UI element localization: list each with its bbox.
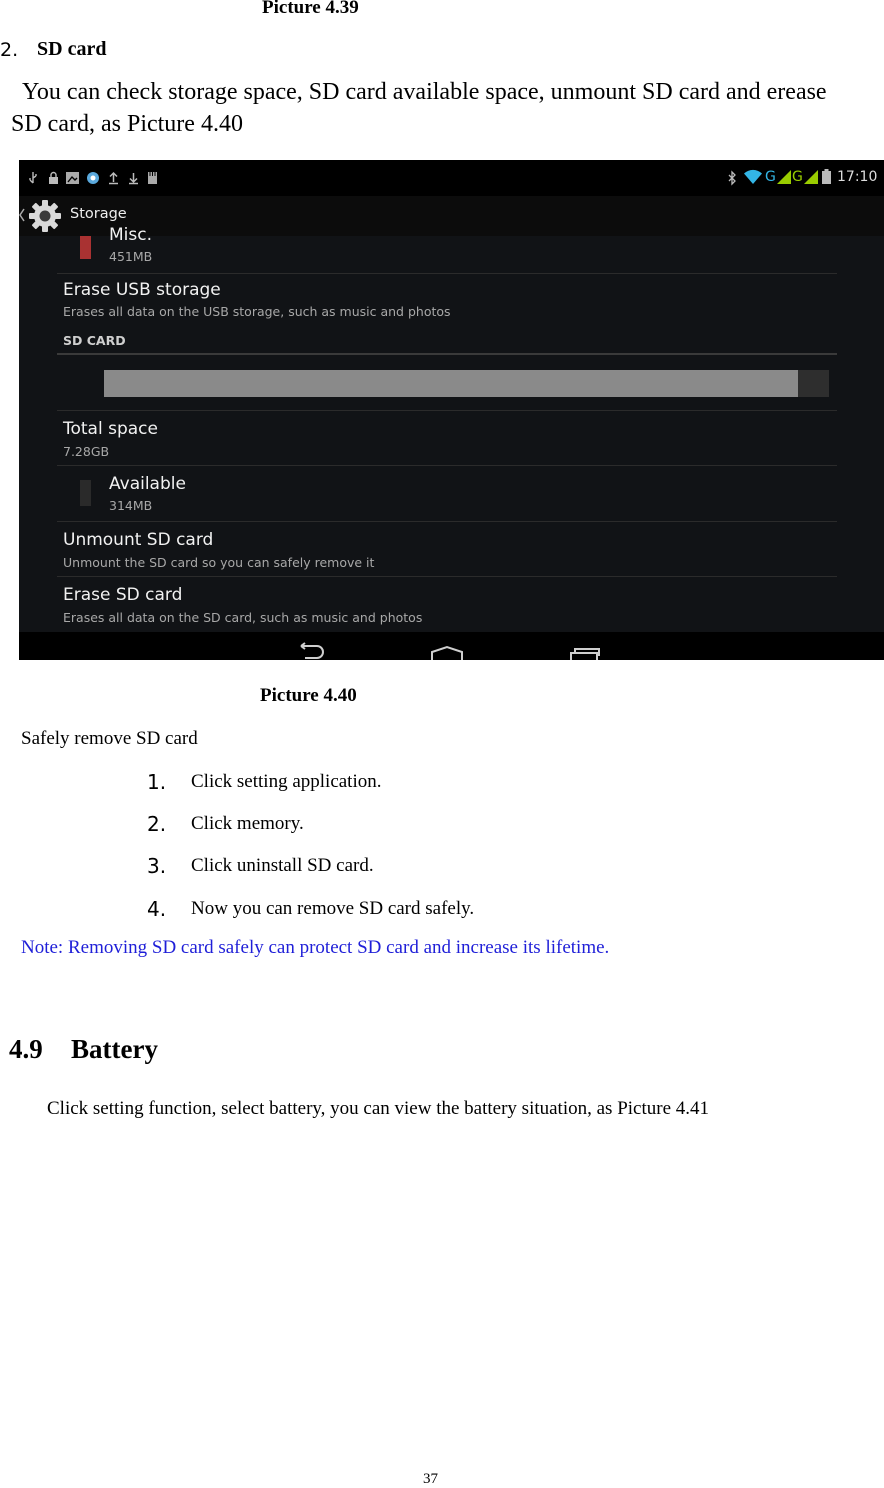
bluetooth-icon bbox=[728, 171, 737, 185]
step-1-number: 1. bbox=[147, 770, 167, 794]
nav-home-icon[interactable] bbox=[431, 646, 463, 660]
signal-icon-2 bbox=[804, 170, 818, 184]
available-color-swatch bbox=[80, 480, 91, 506]
available-title: Available bbox=[109, 474, 186, 494]
nav-back-icon[interactable] bbox=[295, 644, 327, 658]
step-4-number: 4. bbox=[147, 897, 167, 921]
sd-usage-bar bbox=[104, 370, 829, 397]
erase-sd-card-item[interactable] bbox=[57, 577, 837, 631]
unmount-sd-card-item[interactable] bbox=[57, 522, 837, 576]
erase-sd-subtitle: Erases all data on the SD card, such as music and photos bbox=[63, 610, 423, 625]
safely-remove-heading: Safely remove SD card bbox=[21, 728, 198, 749]
download-icon bbox=[128, 172, 139, 184]
sd-card-header-label: SD CARD bbox=[63, 333, 126, 348]
sd-card-icon bbox=[148, 172, 157, 184]
settings-gear-icon[interactable] bbox=[28, 199, 62, 233]
misc-value: 451MB bbox=[109, 249, 153, 264]
total-space-item bbox=[57, 411, 837, 465]
battery-section-title: Battery bbox=[71, 1034, 158, 1064]
unmount-sd-title: Unmount SD card bbox=[63, 530, 214, 550]
erase-usb-title: Erase USB storage bbox=[63, 280, 221, 300]
lock-icon bbox=[48, 172, 59, 184]
app-title: Storage bbox=[70, 206, 127, 222]
caption-picture-4-40: Picture 4.40 bbox=[260, 685, 357, 706]
intro-line-2: SD card, as Picture 4.40 bbox=[11, 111, 243, 137]
storage-screenshot bbox=[19, 160, 884, 660]
upload-icon bbox=[108, 172, 119, 184]
browser-icon bbox=[87, 172, 99, 184]
unmount-sd-subtitle: Unmount the SD card so you can safely remove it bbox=[63, 555, 375, 570]
battery-icon bbox=[822, 169, 831, 184]
status-time: 17:10 bbox=[837, 169, 878, 185]
misc-color-swatch bbox=[80, 236, 91, 259]
total-space-value: 7.28GB bbox=[63, 444, 110, 459]
divider bbox=[57, 465, 837, 466]
step-2-number: 2. bbox=[147, 812, 167, 836]
erase-sd-title: Erase SD card bbox=[63, 585, 183, 605]
sd-card-header-line bbox=[57, 353, 837, 355]
step-3-number: 3. bbox=[147, 854, 167, 878]
available-value: 314MB bbox=[109, 498, 153, 513]
nav-recents-icon[interactable] bbox=[569, 647, 601, 660]
erase-usb-storage-item[interactable] bbox=[57, 274, 837, 326]
network-type-label-2: G bbox=[792, 169, 803, 185]
usb-icon bbox=[27, 172, 39, 185]
misc-title: Misc. bbox=[109, 225, 152, 245]
signal-icon-1 bbox=[777, 170, 791, 184]
navigation-bar bbox=[19, 632, 884, 660]
battery-section-number: 4.9 bbox=[9, 1034, 43, 1064]
status-bar bbox=[19, 160, 884, 196]
section-number: 2. bbox=[0, 39, 19, 61]
erase-usb-subtitle: Erases all data on the USB storage, such as music and photos bbox=[63, 304, 451, 319]
storage-list bbox=[19, 225, 884, 632]
caption-picture-4-39: Picture 4.39 bbox=[262, 0, 359, 18]
intro-line-1: You can check storage space, SD card available space, unmount SD card and erease bbox=[22, 79, 827, 105]
step-2-text: Click memory. bbox=[191, 813, 304, 834]
step-4-text: Now you can remove SD card safely. bbox=[191, 898, 475, 919]
back-caret-icon[interactable] bbox=[19, 208, 25, 222]
wifi-icon bbox=[744, 170, 762, 184]
sd-usage-bar-used bbox=[104, 370, 798, 397]
screenshot-icon bbox=[66, 172, 79, 184]
network-type-label-1: G bbox=[765, 169, 776, 185]
total-space-title: Total space bbox=[63, 419, 158, 439]
section-title: SD card bbox=[37, 38, 107, 60]
battery-instruction: Click setting function, select battery, you can view the battery situation, as Picture 4.41 bbox=[47, 1098, 710, 1119]
page-number: 37 bbox=[423, 1471, 438, 1487]
step-1-text: Click setting application. bbox=[191, 771, 382, 792]
note-text: Note: Removing SD card safely can protect SD card and increase its lifetime. bbox=[21, 937, 610, 958]
step-3-text: Click uninstall SD card. bbox=[191, 855, 374, 876]
